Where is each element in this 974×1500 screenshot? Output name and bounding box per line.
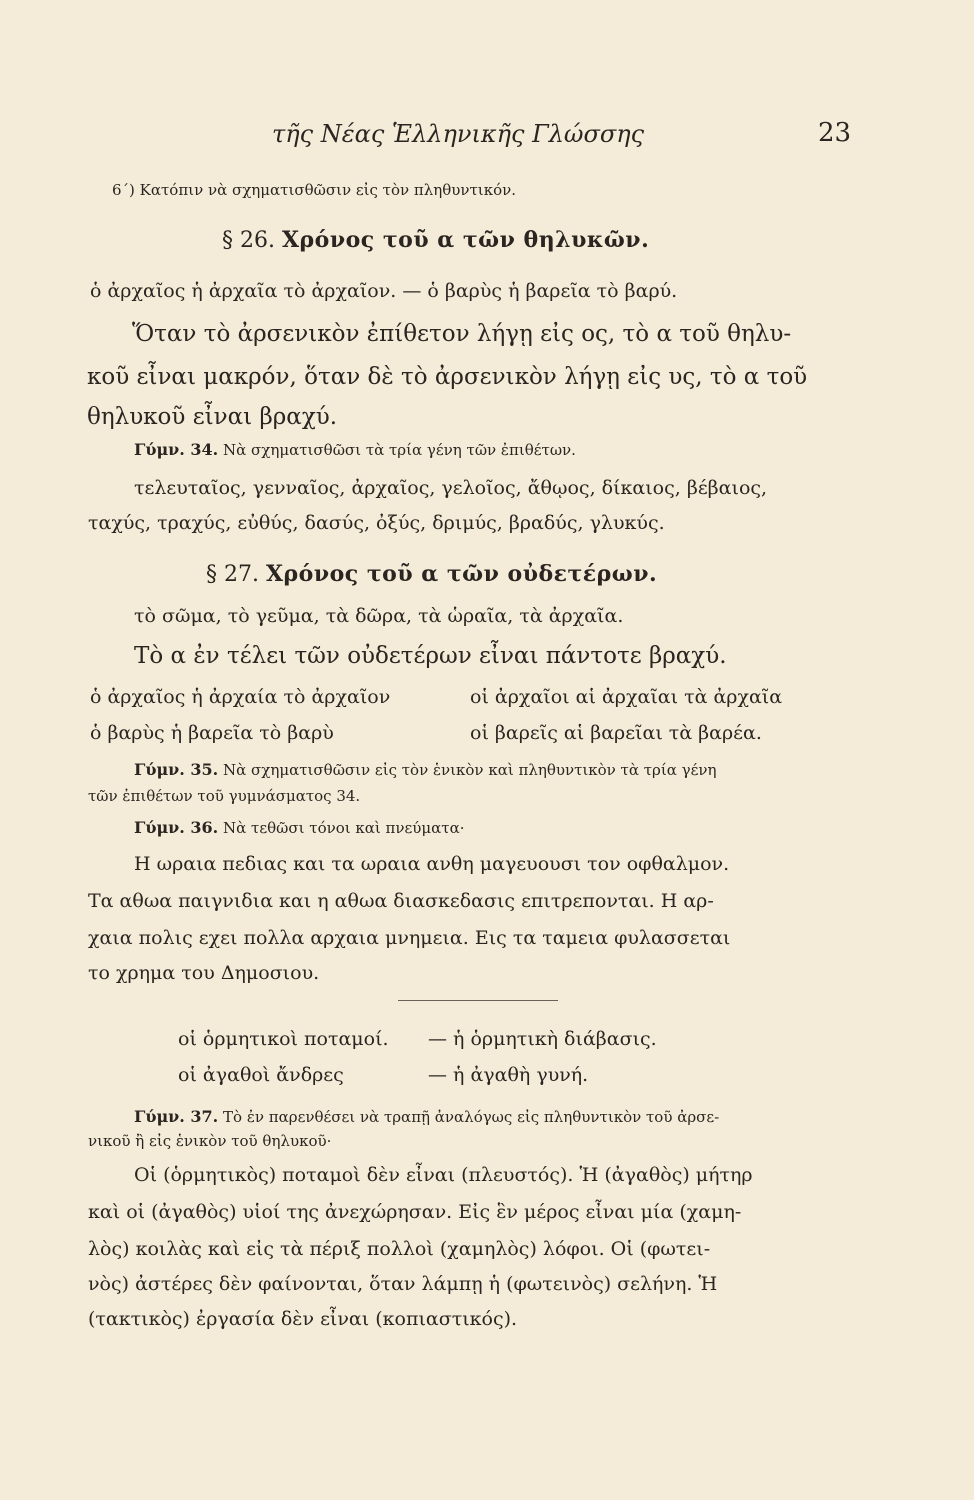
exercise-37-line-2: καὶ οἱ (ἀγαθὸς) υἱοί της ἀνεχώρησαν. Εἰς ἓν μέρος εἶναι μία (χαμη- (88, 1201, 742, 1223)
exercise-34-words-line-1: τελευταῖος, γενναῖος, ἀρχαῖος, γελοῖος, ἄθῳος, δίκαιος, βέβαιος, (134, 477, 768, 499)
section-26-rule-line-1: Ὅταν τὸ ἀρσενικὸν ἐπίθετον λήγῃ εἰς ος, τὸ α τοῦ θηλυ- (132, 321, 792, 347)
exercise-37-text-line-2: νικοῦ ἢ εἰς ἑνικὸν τοῦ θηλυκοῦ· (88, 1132, 332, 1150)
section-26-heading (222, 229, 649, 252)
section-27-heading (206, 563, 657, 586)
running-header: τῆς Νέας Ἑλληνικῆς Γλώσσης (272, 120, 645, 148)
contrast-row-1-left: οἱ ὁρμητικοὶ ποταμοί. (178, 1028, 389, 1050)
exercise-37-label: Γύμν. 37. (134, 1107, 219, 1126)
exercise-36-line-2: Τα αθωα παιγνιδια και η αθωα διασκεδασις επιτρεπονται. Η αρ- (88, 890, 714, 912)
section-26-title: Χρόνος τοῦ α τῶν θηλυκῶν. (281, 227, 650, 253)
exercise-36-label: Γύμν. 36. (134, 818, 219, 837)
section-27-title: Χρόνος τοῦ α τῶν οὐδετέρων. (265, 561, 658, 587)
contrast-row-2-right: — ἡ ἀγαθὴ γυνή. (428, 1064, 589, 1086)
section-26-example: ὁ ἀρχαῖος ἡ ἀρχαῖα τὸ ἀρχαῖον. — ὁ βαρὺς ἡ βαρεῖα τὸ βαρύ. (90, 280, 678, 302)
page-number: 23 (818, 118, 852, 148)
contrast-row-2-left: οἱ ἀγαθοὶ ἄνδρες (178, 1064, 344, 1086)
exercise-37-line-4: νὸς) ἀστέρες δὲν φαίνονται, ὅταν λάμπῃ ἡ (φωτεινὸς) σελήνη. Ἡ (88, 1273, 718, 1295)
contrast-row-1-right: — ἡ ὁρμητικὴ διάβασις. (428, 1028, 657, 1050)
table-27-row-1-right: οἱ ἀρχαῖοι αἱ ἀρχαῖαι τὰ ἀρχαῖα (470, 686, 783, 708)
exercise-34-text: Νὰ σχηματισθῶσι τὰ τρία γένη τῶν ἐπιθέτων. (223, 441, 576, 459)
exercise-36-line-1: Η ωραια πεδιας και τα ωραια ανθη μαγευουσι τον οφθαλμον. (134, 853, 730, 875)
exercise-34 (134, 442, 576, 458)
section-27-number: § 27. (206, 562, 259, 587)
section-27-rule: Τὸ α ἐν τέλει τῶν οὐδετέρων εἶναι πάντοτε βραχύ. (134, 643, 727, 669)
exercise-35 (134, 762, 717, 778)
exercise-37-line-5: (τακτικὸς) ἐργασία δὲν εἶναι (κοπιαστικός). (88, 1308, 518, 1330)
intro-instruction: 6΄) Κατόπιν νὰ σχηματισθῶσιν εἰς τὸν πληθυντικόν. (112, 181, 516, 199)
exercise-36-text: Νὰ τεθῶσι τόνοι καὶ πνεύματα· (223, 819, 465, 837)
exercise-37-line-1: Οἱ (ὁρμητικὸς) ποταμοὶ δὲν εἶναι (πλευστός). Ἡ (ἀγαθὸς) μήτηρ (134, 1164, 753, 1186)
exercise-35-text: Νὰ σχηματισθῶσιν εἰς τὸν ἑνικὸν καὶ πληθυντικὸν τὰ τρία γένη (223, 761, 717, 779)
table-27-row-1-left: ὁ ἀρχαῖος ἡ ἀρχαία τὸ ἀρχαῖον (90, 686, 391, 708)
exercise-37 (134, 1109, 719, 1125)
table-27-row-2-right: οἱ βαρεῖς αἱ βαρεῖαι τὰ βαρέα. (470, 722, 762, 744)
exercise-36 (134, 820, 465, 836)
exercise-35-label: Γύμν. 35. (134, 760, 219, 779)
exercise-35-text-line-2: τῶν ἐπιθέτων τοῦ γυμνάσματος 34. (88, 787, 361, 805)
exercise-36-line-3: χαια πολις εχει πολλα αρχαια μνημεια. Εις τα ταμεια φυλασσεται (88, 927, 731, 949)
section-26-rule-line-3: θηλυκοῦ εἶναι βραχύ. (87, 404, 338, 430)
section-26-number: § 26. (222, 228, 275, 253)
exercise-34-label: Γύμν. 34. (134, 440, 219, 459)
exercise-37-text: Τὸ ἐν παρενθέσει νὰ τραπῇ ἀναλόγως εἰς πληθυντικὸν τοῦ ἀρσε- (223, 1108, 720, 1126)
exercise-36-line-4: το χρημα του Δημοσιου. (88, 962, 320, 984)
exercise-37-line-3: λὸς) κοιλὰς καὶ εἰς τὰ πέριξ πολλοὶ (χαμηλὸς) λόφοι. Οἱ (φωτει- (88, 1238, 711, 1260)
section-26-rule-line-2: κοῦ εἶναι μακρόν, ὅταν δὲ τὸ ἀρσενικὸν λήγῃ εἰς υς, τὸ α τοῦ (87, 364, 808, 390)
section-27-example: τὸ σῶμα, τὸ γεῦμα, τὰ δῶρα, τὰ ὡραῖα, τὰ ἀρχαῖα. (134, 605, 624, 627)
separator-rule (398, 1000, 558, 1001)
table-27-row-2-left: ὁ βαρὺς ἡ βαρεῖα τὸ βαρὺ (90, 722, 334, 744)
exercise-34-words-line-2: ταχύς, τραχύς, εὐθύς, δασύς, ὀξύς, δριμύς, βραδύς, γλυκύς. (88, 512, 665, 534)
